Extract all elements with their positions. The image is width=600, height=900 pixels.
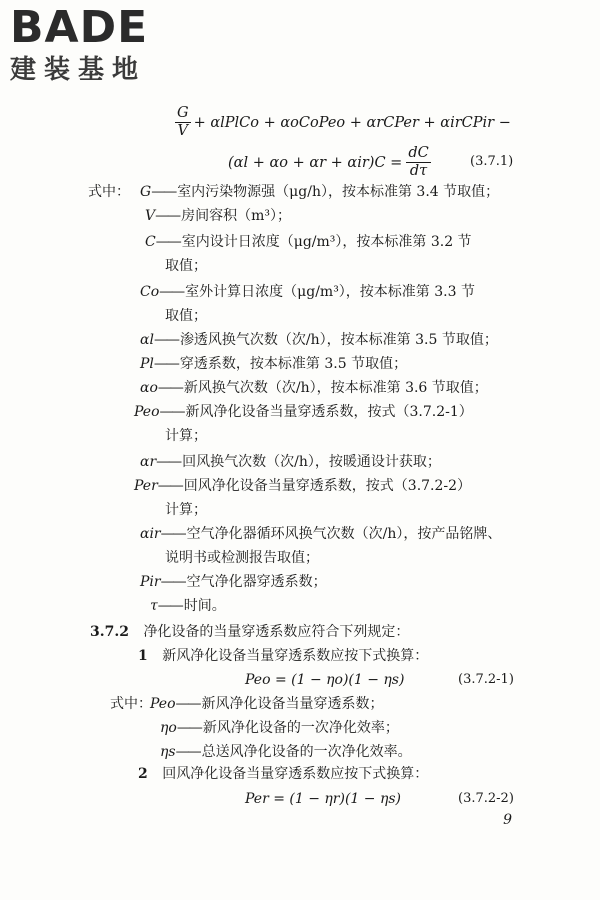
em-dash: —— (157, 478, 182, 494)
definition-symbol: Pl (140, 356, 154, 372)
definition-item (134, 476, 471, 496)
definition-item (134, 402, 473, 422)
definition-text: 室内污染物源强（μg/h），按本标准第 3.4 节取值； (177, 184, 500, 200)
definition-text: 时间。 (183, 598, 226, 614)
item-number: 2 (138, 766, 148, 782)
fraction-denominator: V (177, 123, 189, 139)
em-dash: —— (159, 404, 184, 420)
definition-symbol: τ (150, 598, 158, 614)
em-dash: —— (175, 696, 200, 712)
definition-continuation: 取值； (165, 258, 207, 274)
derivative-numerator: dC (408, 145, 429, 161)
em-dash: —— (160, 526, 185, 542)
fraction-numerator: G (177, 105, 189, 121)
definition-symbol: Peo (134, 404, 160, 420)
definition-continuation: 取值； (165, 308, 207, 324)
definition-symbol: ηo (160, 720, 177, 736)
definition-symbol: Per (134, 478, 158, 494)
definition-continuation: 计算； (165, 502, 207, 518)
section-text: 净化设备的当量穿透系数应符合下列规定： (143, 624, 410, 640)
definition-item (150, 694, 384, 714)
definition-symbol: C (145, 234, 156, 250)
logo-subtitle: 建装基地 (10, 55, 147, 85)
equation-3-7-2-1: Peo = (1 − ηo)(1 − ηs) (245, 672, 405, 688)
em-dash: —— (175, 744, 200, 760)
equation-number: (3.7.2-2) (458, 791, 514, 806)
equation-number: (3.7.2-1) (458, 672, 514, 687)
definition-symbol: Peo (150, 696, 176, 712)
item-number: 1 (138, 648, 148, 664)
definition-item (140, 330, 498, 350)
definition-continuation: 计算； (165, 428, 207, 444)
equation-3-7-1-line1 (175, 105, 511, 140)
fraction-dc-dtau (406, 145, 430, 180)
em-dash: —— (153, 356, 178, 372)
logo-brand: BADE (10, 2, 149, 53)
em-dash: —— (157, 598, 182, 614)
definition-text: 回风净化设备当量穿透系数，按式（3.7.2-2） (183, 478, 472, 494)
definition-symbol: G (140, 184, 152, 200)
em-dash: —— (155, 234, 180, 250)
definition-item (140, 524, 501, 544)
definition-text: 总送风净化设备的一次净化效率。 (201, 744, 412, 760)
section-number: 3.7.2 (90, 624, 129, 640)
equation-line1-rest: + αlPlCo + αoCoPeo + αrCPer + αirCPir − (193, 114, 511, 131)
item-2 (138, 764, 428, 784)
definition-continuation: 说明书或检测报告取值； (165, 550, 319, 566)
definition-text: 新风净化设备的一次净化效率； (202, 720, 399, 736)
derivative-denominator: dτ (409, 163, 428, 179)
definition-text: 空气净化器循环风换气次数（次/h），按产品铭牌、 (186, 526, 502, 542)
definition-item (140, 378, 488, 398)
definition-item (150, 596, 226, 616)
definition-item (140, 182, 499, 202)
definition-symbol: ηs (160, 744, 176, 760)
equation-3-7-2-2: Per = (1 − ηr)(1 − ηs) (245, 791, 401, 807)
definition-text: 室内设计日浓度（μg/m³），按本标准第 3.2 节 (181, 234, 472, 250)
em-dash: —— (160, 574, 185, 590)
logo (10, 2, 175, 96)
em-dash: —— (153, 332, 178, 348)
definition-text: 空气净化器穿透系数； (186, 574, 327, 590)
definition-item (140, 282, 475, 302)
definition-text: 穿透系数，按本标准第 3.5 节取值； (179, 356, 408, 372)
definition-symbol: αl (140, 332, 154, 348)
item-1 (138, 646, 428, 666)
definition-symbol: αo (140, 380, 158, 396)
em-dash: —— (157, 380, 182, 396)
definition-text: 房间容积（m³）； (181, 208, 292, 224)
em-dash: —— (151, 184, 176, 200)
definitions-2-intro: 式中： (110, 696, 152, 712)
definition-symbol: αr (140, 454, 157, 470)
equation-number: (3.7.1) (470, 154, 514, 169)
definition-item (160, 718, 399, 738)
definition-text: 新风换气次数（次/h），按本标准第 3.6 节取值； (183, 380, 488, 396)
equation-3-7-1-line2 (228, 145, 434, 180)
definition-text: 渗透风换气次数（次/h），按本标准第 3.5 节取值； (179, 332, 498, 348)
definition-text: 回风换气次数（次/h），按暖通设计获取； (182, 454, 441, 470)
definition-item (160, 742, 412, 762)
section-3-7-2 (90, 622, 409, 642)
definition-item (145, 206, 291, 226)
em-dash: —— (159, 284, 184, 300)
definitions-intro: 式中： (88, 184, 130, 200)
em-dash: —— (156, 454, 181, 470)
item-text: 新风净化设备当量穿透系数应按下式换算： (162, 648, 429, 664)
definition-symbol: αir (140, 526, 161, 542)
definition-item (140, 572, 327, 592)
page-number: 9 (503, 812, 512, 828)
definition-item (145, 232, 472, 252)
fraction-g-over-v (175, 105, 191, 140)
definition-symbol: Co (140, 284, 160, 300)
definition-text: 新风净化设备当量穿透系数； (201, 696, 384, 712)
definition-item (140, 354, 407, 374)
definition-text: 室外计算日浓度（μg/m³），按本标准第 3.3 节 (185, 284, 475, 300)
definition-text: 新风净化设备当量穿透系数，按式（3.7.2-1） (185, 404, 473, 420)
definition-symbol: Pir (140, 574, 161, 590)
em-dash: —— (155, 208, 180, 224)
em-dash: —— (176, 720, 201, 736)
definition-symbol: V (145, 208, 156, 224)
definition-item (140, 452, 441, 472)
item-text: 回风净化设备当量穿透系数应按下式换算： (162, 766, 429, 782)
equation-line2-lhs: (αl + αo + αr + αir)C = (228, 154, 403, 171)
